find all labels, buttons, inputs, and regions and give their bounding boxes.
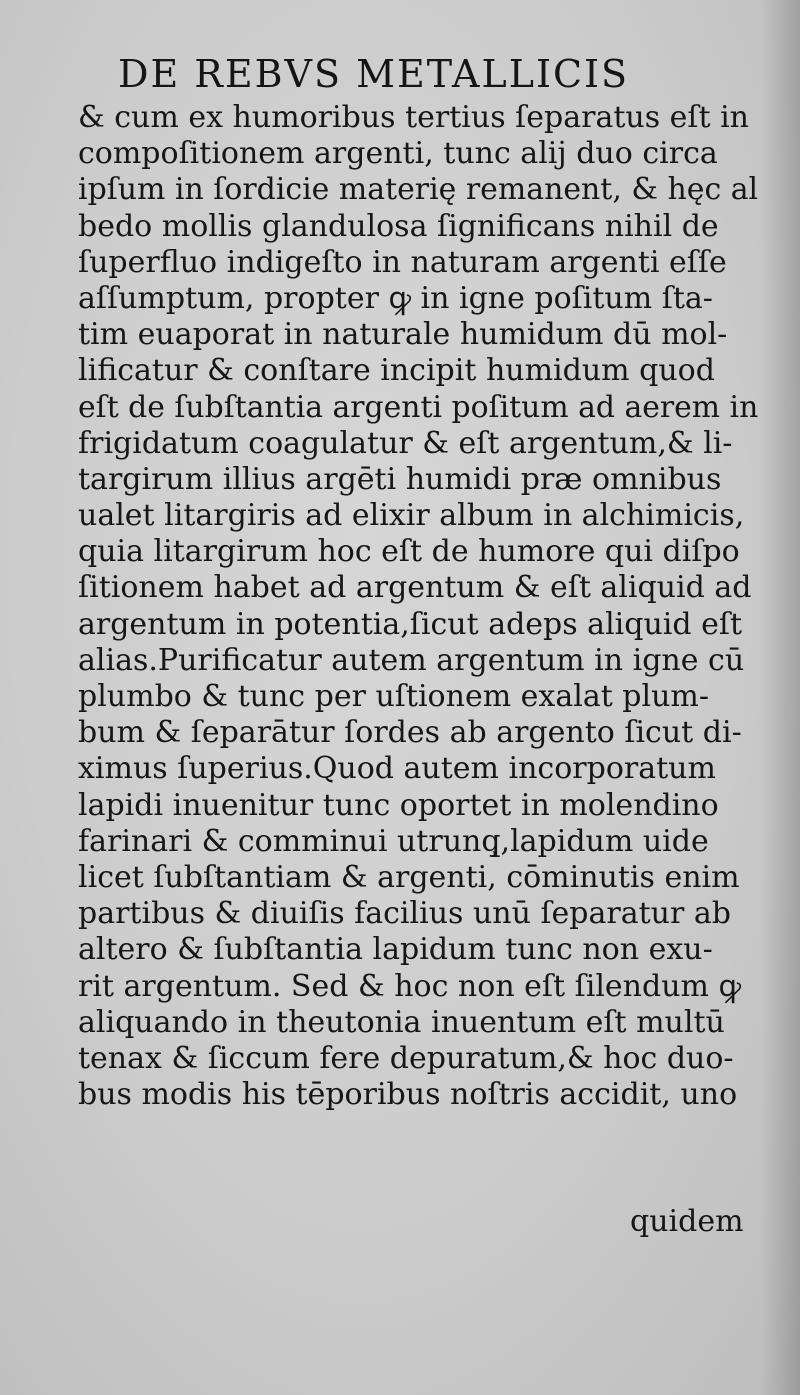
text-line: partibus & diuiſis facilius unū ſeparatur ab — [78, 896, 731, 932]
text-line: & cum ex humoribus tertius ſeparatus eſt in — [78, 100, 750, 135]
catchword: quidem — [630, 1204, 744, 1239]
text-line: lapidi inuenitur tunc oportet in molendino — [78, 787, 719, 823]
text-line: alias.Purificatur autem argentum in igne cū — [78, 642, 745, 678]
text-line: quia litargirum hoc eſt de humore qui diſpo — [78, 534, 740, 570]
text-line: plumbo & tunc per uſtionem exalat plum- — [78, 679, 710, 714]
text-line: compoſitionem argenti, tunc alij duo circa — [78, 136, 718, 172]
text-line: targirum illius argēti humidi præ omnibus — [78, 461, 722, 497]
text-line: aliquando in theutonia inuentum eſt multū — [78, 1004, 725, 1040]
text-line: ſitionem habet ad argentum & eſt aliquid ad — [78, 570, 752, 606]
text-line: aſſumptum, propter ꝙ in igne poſitum ſta- — [78, 280, 713, 316]
text-line: lificatur & conſtare incipit humidum quod — [78, 353, 715, 389]
text-line: licet ſubſtantiam & argenti, cōminutis enim — [78, 859, 740, 895]
text-line: argentum in potentia,ſicut adeps aliquid eſt — [78, 606, 743, 642]
page-edge-shadow — [760, 0, 800, 1395]
text-line: bedo mollis glandulosa ſignificans nihil de — [78, 208, 719, 244]
text-line: bus modis his tēporibus noſtris accidit, uno — [78, 1077, 738, 1113]
text-line: tim euaporat in naturale humidum dū mol- — [78, 317, 728, 353]
text-line: tenax & ſiccum fere depuratum,& hoc duo- — [78, 1040, 734, 1076]
text-line: ualet litargiris ad elixir album in alchimicis, — [78, 498, 745, 534]
text-line: ipſum in ſordicie materię remanent, & hęc al — [78, 172, 759, 208]
text-line: farinari & comminui utrunq̧,lapidum uide — [78, 823, 709, 859]
running-head: DE REBVS METALLICIS — [118, 52, 630, 96]
text-line: eſt de ſubſtantia argenti poſitum ad aerem in — [78, 389, 759, 425]
text-line: altero & ſubſtantia lapidum tunc non exu- — [78, 932, 713, 968]
text-line: ſuperfluo indigeſto in naturam argenti eſſe — [78, 244, 727, 280]
text-line: ximus ſuperius.Quod autem incorporatum — [78, 751, 716, 787]
text-line: bum & ſeparātur ſordes ab argento ſicut di- — [78, 715, 742, 751]
text-line: frigidatum coagulatur & eſt argentum,& li- — [78, 425, 733, 461]
text-block — [78, 100, 758, 1113]
text-line: rit argentum. Sed & hoc non eſt ſilendum ꝙ — [78, 968, 742, 1004]
